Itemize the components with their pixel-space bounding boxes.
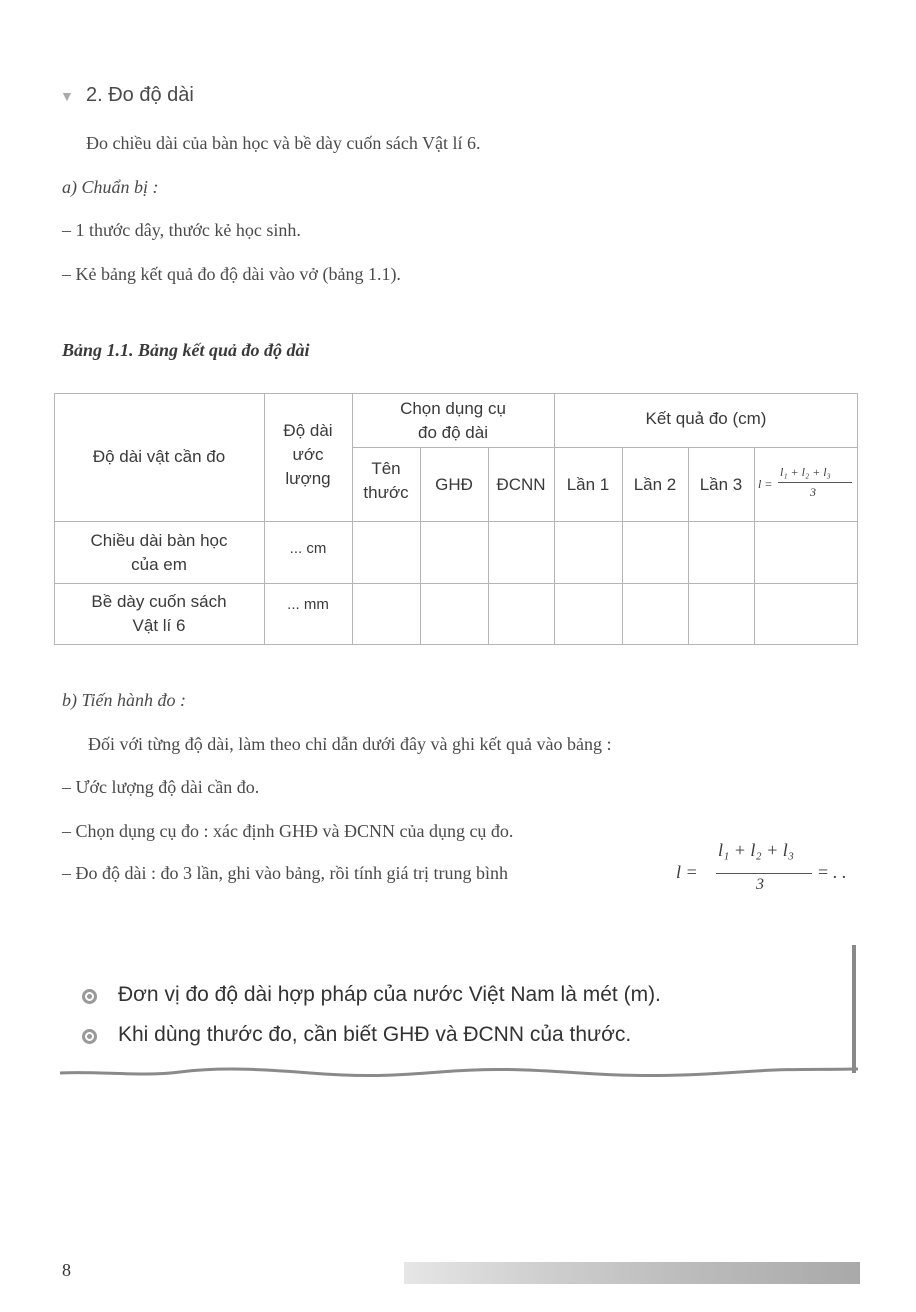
- header-object: Độ dài vật cần đo: [92, 447, 226, 466]
- procedure-step: – Chọn dụng cụ đo : xác định GHĐ và ĐCNN của dụng cụ đo.: [62, 821, 514, 841]
- header-trial-2: Lần 2: [633, 475, 677, 494]
- row-estimate: ... mm: [287, 596, 329, 613]
- section-marker-icon: ▼: [60, 88, 74, 104]
- header-trial-1: Lần 1: [566, 475, 610, 494]
- header-results-group: Kết quả đo (cm): [645, 409, 767, 428]
- table-caption: Bảng 1.1. Bảng kết quả đo độ dài: [62, 340, 310, 360]
- header-ghd: GHĐ: [435, 475, 473, 494]
- prep-item: – Kẻ bảng kết quả đo độ dài vào vở (bảng 1.1).: [62, 264, 401, 284]
- row-object: Chiều dài bàn học của em: [90, 531, 228, 574]
- header-tool-name: Tên thước: [363, 459, 409, 502]
- page-number: 8: [62, 1260, 71, 1280]
- row-object: Bề dày cuốn sách Vật lí 6: [91, 592, 227, 635]
- summary-item: Đơn vị đo độ dài hợp pháp của nước Việt Nam là mét (m).: [60, 983, 840, 1013]
- procedure-intro: Đối với từng độ dài, làm theo chỉ dẫn dưới đây và ghi kết quả vào bảng :: [88, 734, 612, 754]
- prep-title: a) Chuẩn bị :: [62, 177, 159, 197]
- bullet-icon: [82, 989, 97, 1004]
- intro-text: Đo chiều dài của bàn học và bề dày cuốn sách Vật lí 6.: [86, 133, 481, 153]
- footer-decoration-bar: [404, 1262, 860, 1284]
- prep-item: – 1 thước dây, thước kẻ học sinh.: [62, 220, 301, 240]
- header-average-formula: l = l₁ + l₂ + l₃ 3: [754, 461, 858, 513]
- section-heading: 2. Đo độ dài: [86, 84, 194, 106]
- header-estimate: Độ dài ước lượng: [283, 421, 333, 488]
- header-tools-group: Chọn dụng cụ đo độ dài: [400, 399, 506, 442]
- procedure-formula: l = l₁ + l₂ + l₃ 3 = . .: [676, 840, 847, 893]
- bullet-icon: [82, 1029, 97, 1044]
- torn-edge-decoration: [60, 1063, 860, 1083]
- header-dcnn: ĐCNN: [496, 475, 546, 494]
- header-trial-3: Lần 3: [699, 475, 743, 494]
- procedure-step: – Đo độ dài : đo 3 lần, ghi vào bảng, rồi tính giá trị trung bình: [62, 863, 508, 883]
- procedure-step: – Ước lượng độ dài cần đo.: [62, 777, 260, 797]
- results-table: [54, 393, 858, 645]
- row-estimate: ... cm: [289, 540, 327, 557]
- summary-box: [60, 955, 856, 1080]
- procedure-title: b) Tiến hành đo :: [62, 690, 186, 710]
- summary-item: Khi dùng thước đo, cần biết GHĐ và ĐCNN của thước.: [60, 1023, 840, 1053]
